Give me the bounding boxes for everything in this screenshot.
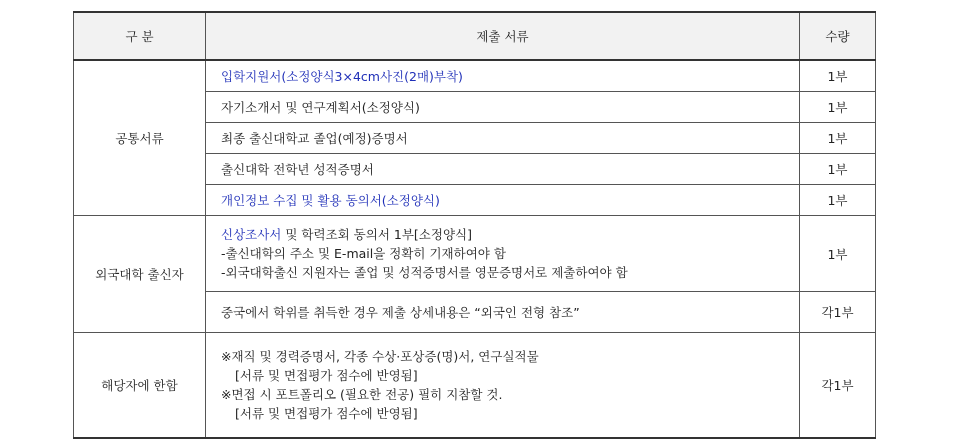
document-item (206, 333, 800, 439)
category-foreign: 외국대학 출신자 (74, 216, 206, 333)
document-item (206, 216, 800, 292)
table-row (74, 60, 876, 92)
quantity-cell: 1부 (800, 123, 876, 154)
quantity-cell: 1부 (800, 92, 876, 123)
header-quantity: 수량 (800, 12, 876, 60)
category-common: 공통서류 (74, 60, 206, 216)
table-row (74, 216, 876, 292)
quantity-cell: 각1부 (800, 333, 876, 439)
note-line: [서류 및 면접평가 점수에 반영됨] (235, 406, 418, 421)
category-applicable: 해당자에 한함 (74, 333, 206, 439)
document-item: 중국에서 학위를 취득한 경우 제출 상세내용은 “외국인 전형 참조” (206, 292, 800, 333)
document-item: 자기소개서 및 연구계획서(소정양식) (206, 92, 800, 123)
note-line: ※면접 시 포트폴리오 (필요한 전공) 필히 지참할 것. (221, 387, 503, 402)
note-line: [서류 및 면접평가 점수에 반영됨] (235, 368, 418, 383)
note-line: ※재직 및 경력증명서, 각종 수상·포상증(명)서, 연구실적물 (221, 349, 539, 364)
note-line: -출신대학의 주소 및 E-mail을 정확히 기재하여야 함 (221, 246, 506, 261)
quantity-cell: 각1부 (800, 292, 876, 333)
document-item: 최종 출신대학교 졸업(예정)증명서 (206, 123, 800, 154)
table-row (74, 333, 876, 439)
quantity-cell: 1부 (800, 60, 876, 92)
personal-info-line (221, 225, 799, 244)
table-header-row (74, 12, 876, 60)
submission-documents-table (73, 11, 876, 439)
document-item: 입학지원서(소정양식3×4cm사진(2매)부착) (206, 60, 800, 92)
personal-info-rest: 및 학력조회 동의서 1부[소정양식] (281, 227, 472, 242)
quantity-cell: 1부 (800, 216, 876, 292)
header-category: 구 분 (74, 12, 206, 60)
personal-info-form: 신상조사서 (221, 227, 282, 242)
document-item: 출신대학 전학년 성적증명서 (206, 154, 800, 185)
quantity-cell: 1부 (800, 185, 876, 216)
note-line: -외국대학출신 지원자는 졸업 및 성적증명서를 영문증명서로 제출하여야 함 (221, 265, 628, 280)
document-item: 개인정보 수집 및 활용 동의서(소정양식) (206, 185, 800, 216)
header-documents: 제출 서류 (206, 12, 800, 60)
quantity-cell: 1부 (800, 154, 876, 185)
